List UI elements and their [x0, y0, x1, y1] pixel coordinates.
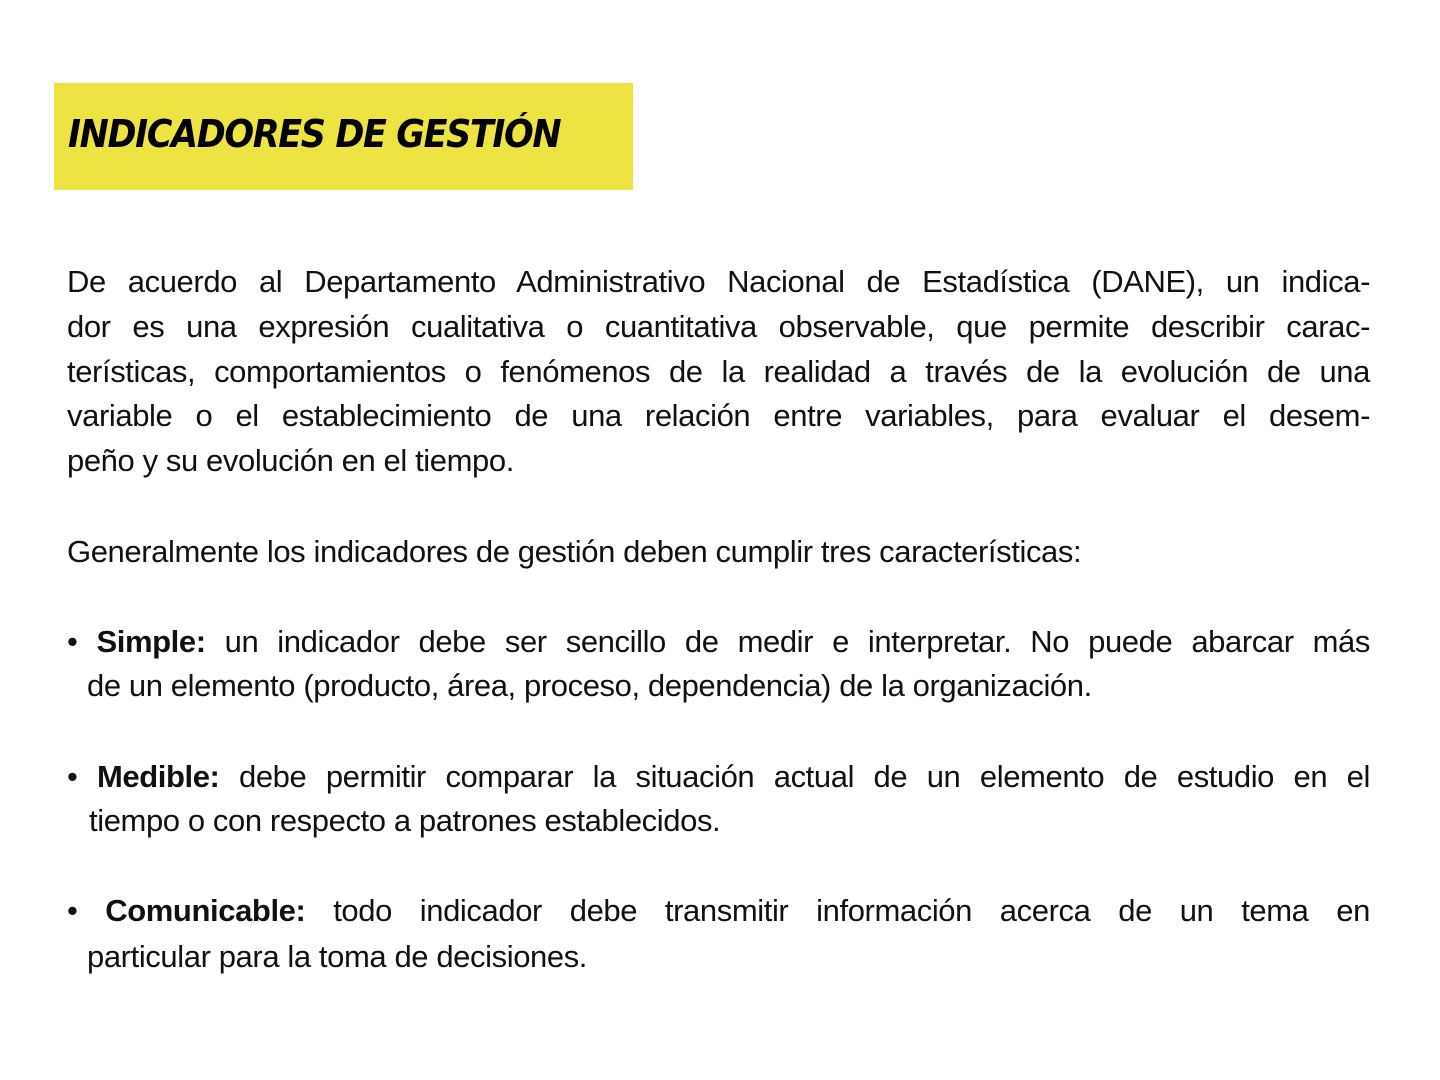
bullet-text: debe permitir comparar la situación actual de un elemento de estudio en el [238, 759, 1371, 794]
bullet-icon: • [67, 893, 78, 928]
bullet-term: Medible: [96, 759, 220, 794]
paragraph-line: variable o el establecimiento de una relación entre variables, para evaluar el desem- [67, 398, 1370, 433]
bullet-text: un indicador debe ser sencillo de medir e interpretar. No puede abarcar más [224, 624, 1370, 659]
bullet-term: Comunicable: [105, 893, 306, 928]
bullet-text: todo indicador debe transmitir información acerca de un tema en [333, 893, 1370, 928]
bullet-term: Simple: [96, 624, 206, 659]
bullet-text: de un elemento (producto, área, proceso, dependencia) de la organización. [87, 668, 1092, 703]
bullet-icon: • [67, 624, 78, 659]
paragraph-line: peño y su evolución en el tiempo. [67, 443, 514, 478]
intro-paragraph: Generalmente los indicadores de gestión deben cumplir tres características: [67, 534, 1082, 569]
bullet-text: tiempo o con respecto a patrones establecidos. [89, 803, 721, 838]
paragraph-line: terísticas, comportamientos o fenómenos de la realidad a través de la evolución de una [67, 354, 1370, 389]
page-title: INDICADORES DE GESTIÓN [68, 112, 561, 156]
bullet-icon: • [67, 759, 78, 794]
paragraph-line: dor es una expresión cualitativa o cuantitativa observable, que permite describir carac- [67, 309, 1370, 344]
paragraph-line: De acuerdo al Departamento Administrativo Nacional de Estadística (DANE), un indica- [67, 264, 1370, 299]
bullet-text: particular para la toma de decisiones. [87, 939, 588, 974]
